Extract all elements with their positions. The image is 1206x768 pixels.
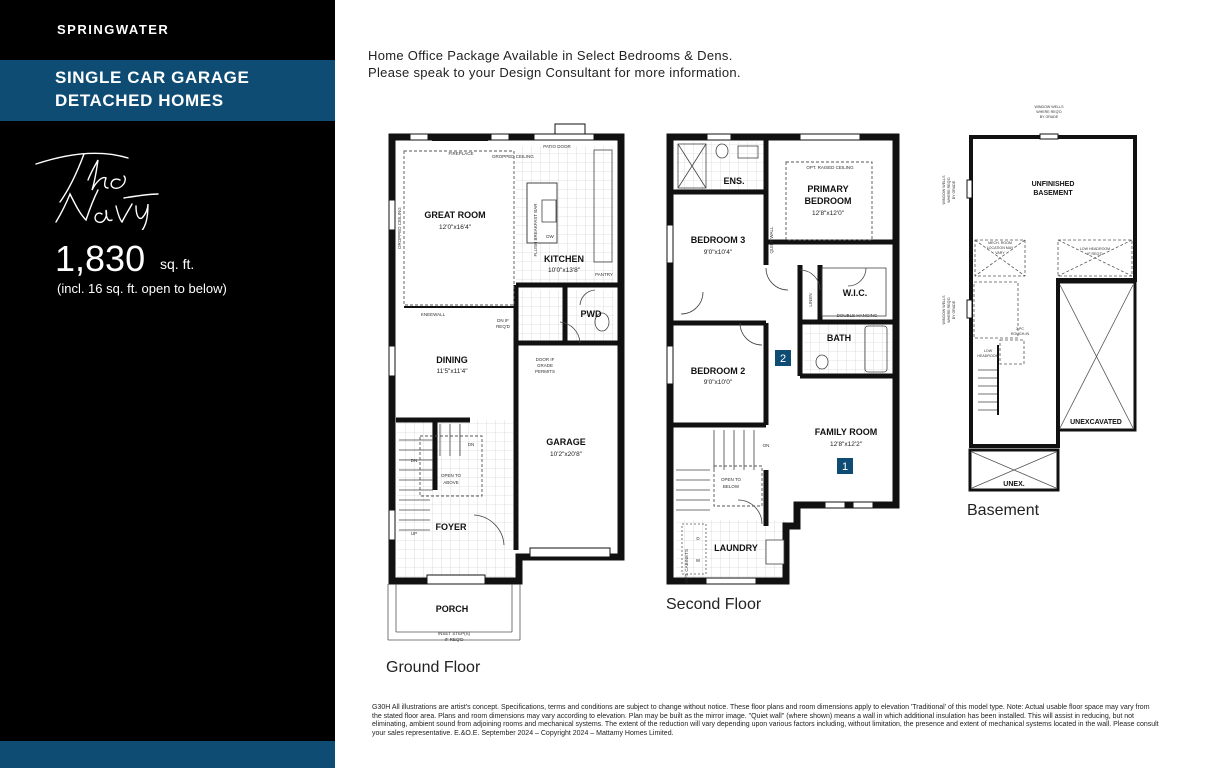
dn-if-note-1: DN IF [497,318,509,323]
low-headroom-left-1: LOW [983,349,993,353]
laundry-tub [766,540,784,564]
porch-label: PORCH [435,604,469,614]
great-room-size: 12'0"x16'4" [438,224,472,231]
ground-floor-plan [388,124,621,642]
pantry-note: PANTRY [595,272,613,277]
community-name: SPRINGWATER [57,22,170,37]
dining-label: DINING [436,355,468,365]
wic-label: W.I.C. [842,288,868,298]
window [389,510,395,540]
great-room-label: GREAT ROOM [424,210,486,220]
bath-tile [804,322,890,376]
second-floor-caption: Second Floor [666,596,762,613]
unfinished-basement-1: UNFINISHED [1031,181,1075,188]
window [491,134,509,140]
bedroom-2-size: 9'0"x10'0" [703,379,733,386]
dn-note: DN [467,442,475,447]
double-hanging-note: DOUBLE HANGING [836,313,878,318]
primary-bedroom-label-1: PRIMARY [807,184,849,194]
patio-door-note: PATIO DOOR [543,144,571,149]
mech-note-3: VARY [995,251,1005,255]
low-headroom-right-1: LOW HEADROOM [1079,247,1111,251]
unex-label: UNEX. [1003,481,1025,488]
window [389,346,395,376]
second-floor-plan [667,134,896,584]
marker-2-label: 2 [779,353,787,365]
fireplace [432,134,488,141]
window-note-top-3: BY GRADE [1039,115,1059,119]
dn-note-stair: DN [410,458,418,463]
area-note: (incl. 16 sq. ft. open to below) [57,281,227,296]
window [389,200,395,230]
kneewall-note: KNEEWALL [420,312,446,317]
marker-1-label: 1 [841,461,849,473]
patio-door [534,134,594,140]
door-if-note-3: PERMITS [534,369,556,374]
window-left2-2: WHERE REQ'D [947,297,951,323]
kitchen-label: KITCHEN [544,254,584,264]
quiet-wall-note: QUIET WALL [769,226,774,254]
family-room-size: 12'8"x12'2" [829,441,863,448]
foyer-tile [397,420,513,578]
window-note-top-2: WHERE REQ'D [1036,110,1062,114]
inset-steps-1: INSET STEP(S) [437,631,471,636]
window [800,134,860,140]
basement-caption: Basement [967,502,1040,519]
rough-in-1: 3 PC [1016,327,1024,331]
dn-if-note-2: REQ'D [496,324,510,329]
mech-note-1: MECH. ROOM [988,241,1012,245]
pwd-label: PWD [580,309,602,319]
window [853,502,873,508]
header-line-1: SINGLE CAR GARAGE [55,68,250,87]
legal-disclaimer: G30H All illustrations are artist's concept. Specifications, terms and conditions are subject to change without notice. These floor plans and room dimensions apply to elevation 'Traditional' of this model type. Note: Actual usable floor space may vary from the stated floor area. Plans and room dimensions may vary according to elevation. Plan may be built as the mirror image. "Quiet wall" (where shown) means a wall in which additional insulation has been installed. This will assist in reducing, but not eliminating, ambient sound from adjoining rooms and mechanical systems. The extent of the reduction will vary depending upon various factors including, without limitation, the presence and extent of mechanical systems located in the wall. Please consult your sales representative. E.&O.E. September 2024 – Copyright 2024 – Mattamy Homes Limited. [372,704,1159,738]
ens-label: ENS. [723,176,745,186]
dining-size: 11'5"x11'4" [436,368,468,375]
opt-cabinets-note: OPT. CABINETS [684,549,689,583]
garage-door [530,548,610,557]
window-note-top-1: WINDOW WELLS [1034,105,1064,109]
notice-line-2: Please speak to your Design Consultant for more information. [368,65,741,80]
open-to-above-2: ABOVE [443,480,459,485]
basement-plan [942,105,1135,490]
dw-note: DW [546,234,554,239]
sink [542,200,556,222]
bedroom-2-label: BEDROOM 2 [690,366,746,376]
inset-steps-2: IF REQ'D [444,637,464,642]
toilet [716,144,728,158]
notice-line-1: Home Office Package Available in Select Bedrooms & Dens. [368,48,733,63]
front-door [427,575,485,584]
opt-raised-note: OPT. RAISED CEILING [806,165,854,170]
mech-note-2: LOCATION MAY [986,246,1014,250]
fireplace-note: FIREPLACE [448,151,474,156]
window [667,225,673,263]
family-room-label: FAMILY ROOM [814,427,878,437]
on-note: ON [762,443,770,448]
linen-note: LINEN [808,293,813,307]
rough-in-2: ROUGH-IN [1010,332,1030,336]
ground-floor-caption: Ground Floor [386,659,481,676]
window [706,578,756,584]
garage-label: GARAGE [546,437,586,447]
kitchen-size: 10'0"x13'8" [547,267,581,274]
area-value: 1,830 [55,238,146,279]
window-left1-2: WHERE REQ'D [947,177,951,203]
foyer-label: FOYER [435,522,467,532]
up-note: UP [410,531,418,536]
primary-bedroom-label-2: BEDROOM [804,196,852,206]
low-headroom-left-2: HEADROOM [977,354,999,358]
header-line-2: DETACHED HOMES [55,91,224,110]
window [410,134,428,140]
toilet [816,355,828,369]
window-left2-1: WINDOW WELLS [942,295,946,325]
dw-letter-w: W [695,558,701,563]
unfinished-basement-2: BASEMENT [1033,190,1073,197]
window [667,346,673,384]
low-headroom-right-2: IF REQ'D [1087,252,1103,256]
dw-letter-d: D [696,536,700,541]
area-unit: sq. ft. [160,256,195,272]
bedroom-3-label: BEDROOM 3 [690,235,746,245]
open-to-below-1: OPEN TO [720,477,742,482]
unexcavated-label: UNEXCAVATED [1070,419,1122,426]
window-left1-3: BY GRADE [952,180,956,200]
dropped-ceiling-note: DROPPED CEILING [492,154,534,159]
dropped-ceiling-vertical: DROPPED CEILING [397,207,402,249]
window-left1-1: WINDOW WELLS [942,175,946,205]
garage-size: 10'2"x20'8" [549,451,583,458]
window [825,502,845,508]
flush-bar-note: FLUSH BREAKFAST BAR [533,203,538,257]
door-if-note-2: GRADE [536,363,554,368]
window-left2-3: BY GRADE [952,300,956,320]
door-if-note-1: DOOR IF [535,357,555,362]
bedroom-3-size: 9'0"x10'4" [703,249,733,256]
window [707,134,731,140]
laundry-label: LAUNDRY [714,543,758,553]
open-to-above-1: OPEN TO [440,473,462,478]
bath-label: BATH [826,333,852,343]
open-to-below-2: BELOW [722,484,740,489]
primary-bedroom-size: 12'8"x12'0" [811,210,845,217]
